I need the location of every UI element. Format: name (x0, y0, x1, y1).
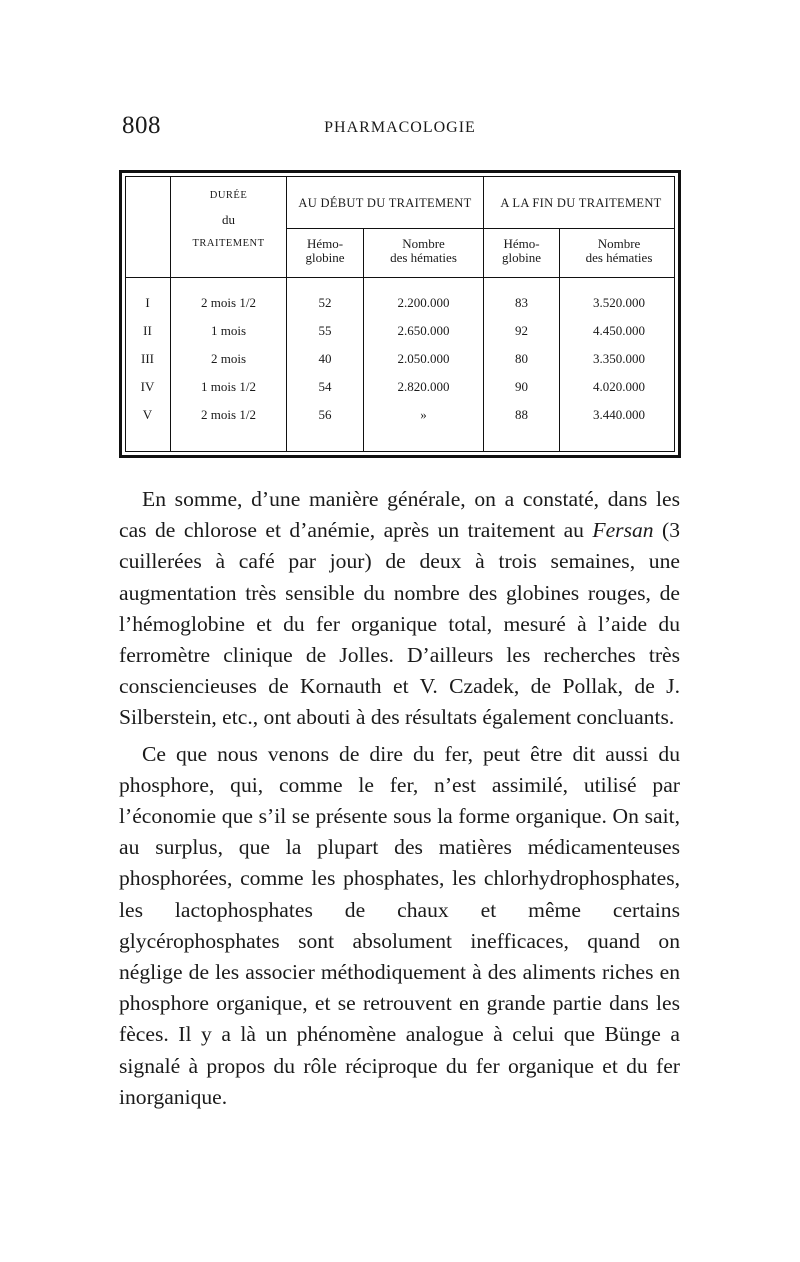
table-rule (125, 277, 675, 278)
row-count-end: 4.450.000 (593, 323, 645, 338)
table-row (122, 379, 678, 399)
row-hemo-end: 80 (515, 351, 528, 366)
duration-header-line3: TRAITEMENT (192, 238, 265, 249)
row-duration: 1 mois 1/2 (201, 379, 256, 394)
row-id: II (143, 323, 152, 338)
row-duration: 2 mois 1/2 (201, 407, 256, 422)
table-row (122, 351, 678, 371)
row-hemo-end: 92 (515, 323, 528, 338)
product-name: Fersan (592, 518, 654, 543)
table-row (122, 407, 678, 427)
table-row (122, 295, 678, 315)
row-duration: 1 mois (210, 323, 247, 338)
row-duration: 2 mois 1/2 (201, 295, 256, 310)
row-hemo-end: 83 (515, 295, 528, 310)
subheader-count-end (560, 237, 678, 265)
results-table (119, 170, 681, 458)
row-hemo-start: 54 (318, 379, 332, 394)
row-hemo-end: 88 (515, 407, 528, 422)
paragraph-text: En somme, d’une manière générale, on a constaté, dans les cas de chlorose et d’anémie, après un traitement au (119, 487, 680, 543)
row-count-end: 3.440.000 (593, 407, 645, 422)
subheader-hemo-end (484, 237, 559, 265)
row-id: I (145, 295, 150, 310)
table-row (122, 323, 678, 343)
subheader-text: Hémo- (306, 236, 344, 251)
row-count-start: 2.650.000 (397, 323, 450, 338)
row-id: III (141, 351, 154, 366)
row-count-end: 3.520.000 (593, 295, 645, 310)
running-title: PHARMACOLOGIE (324, 119, 476, 136)
subheader-text: globine (305, 250, 345, 265)
page-header (122, 112, 678, 142)
row-hemo-start: 52 (318, 295, 332, 310)
group-header-start: AU DÉBUT DU TRAITEMENT (298, 196, 472, 210)
row-hemo-start: 56 (318, 407, 332, 422)
row-count-start: » (420, 407, 427, 422)
paragraph (119, 484, 680, 734)
body-text (119, 484, 680, 1113)
row-count-end: 3.350.000 (593, 351, 645, 366)
row-count-start: 2.200.000 (397, 295, 450, 310)
row-count-start: 2.050.000 (397, 351, 450, 366)
subheader-text: Nombre (402, 236, 445, 251)
group-header-end: A LA FIN DU TRAITEMENT (500, 196, 662, 210)
row-duration: 2 mois (210, 351, 247, 366)
paragraph-text: (3 cuillerées à café par jour) de deux à trois semaines, une augmentation très sensible du nombre des globines rouges, de l’hémoglobine et du fer organique total, mesuré à l’aide du ferromètre clinique de Jolles. D’ailleurs les recherches très consciencieuses de Kornauth et V. Czadek, de Pollak, de J. Silberstein, etc., ont abouti à des résultats également concluants. (119, 518, 680, 730)
duration-header-line2: du (222, 212, 235, 227)
subheader-text: Nombre (597, 236, 641, 251)
row-hemo-start: 55 (318, 323, 332, 338)
subheader-text: globine (502, 250, 541, 265)
subheader-text: Hémo- (503, 236, 540, 251)
row-count-end: 4.020.000 (593, 379, 645, 394)
paragraph: Ce que nous venons de dire du fer, peut être dit aussi du phosphore, qui, comme le fer, n’est assimilé, utilisé par l’économie que s’il se présente sous la forme organique. On sait, au surplus, que la plupart des matières médicamenteuses phosphorées, comme les phosphates, les chlorhydrophosphates, les lactophosphates de chaux et même certains glycérophosphates sont absolument inefficaces, quand on néglige de les associer méthodiquement à des aliments riches en phosphore organique, et se retrouvent en grande partie dans les fèces. Il y a là un phénomène analogue à celui que Bünge a signalé à propos du rôle réciproque du fer organique et du fer inorganique. (119, 741, 680, 1109)
subheader-text: des hématies (390, 250, 457, 265)
row-id: V (142, 407, 153, 422)
subheader-text: des hématies (585, 250, 653, 265)
subheader-count-start (364, 237, 483, 265)
subheader-hemo-start (287, 237, 363, 265)
table-rule (286, 228, 675, 229)
duration-header-line1: DURÉE (209, 190, 248, 201)
page-number: 808 (122, 112, 161, 139)
row-hemo-start: 40 (318, 351, 332, 366)
row-hemo-end: 90 (515, 379, 528, 394)
row-id: IV (140, 379, 155, 394)
row-count-start: 2.820.000 (397, 379, 450, 394)
